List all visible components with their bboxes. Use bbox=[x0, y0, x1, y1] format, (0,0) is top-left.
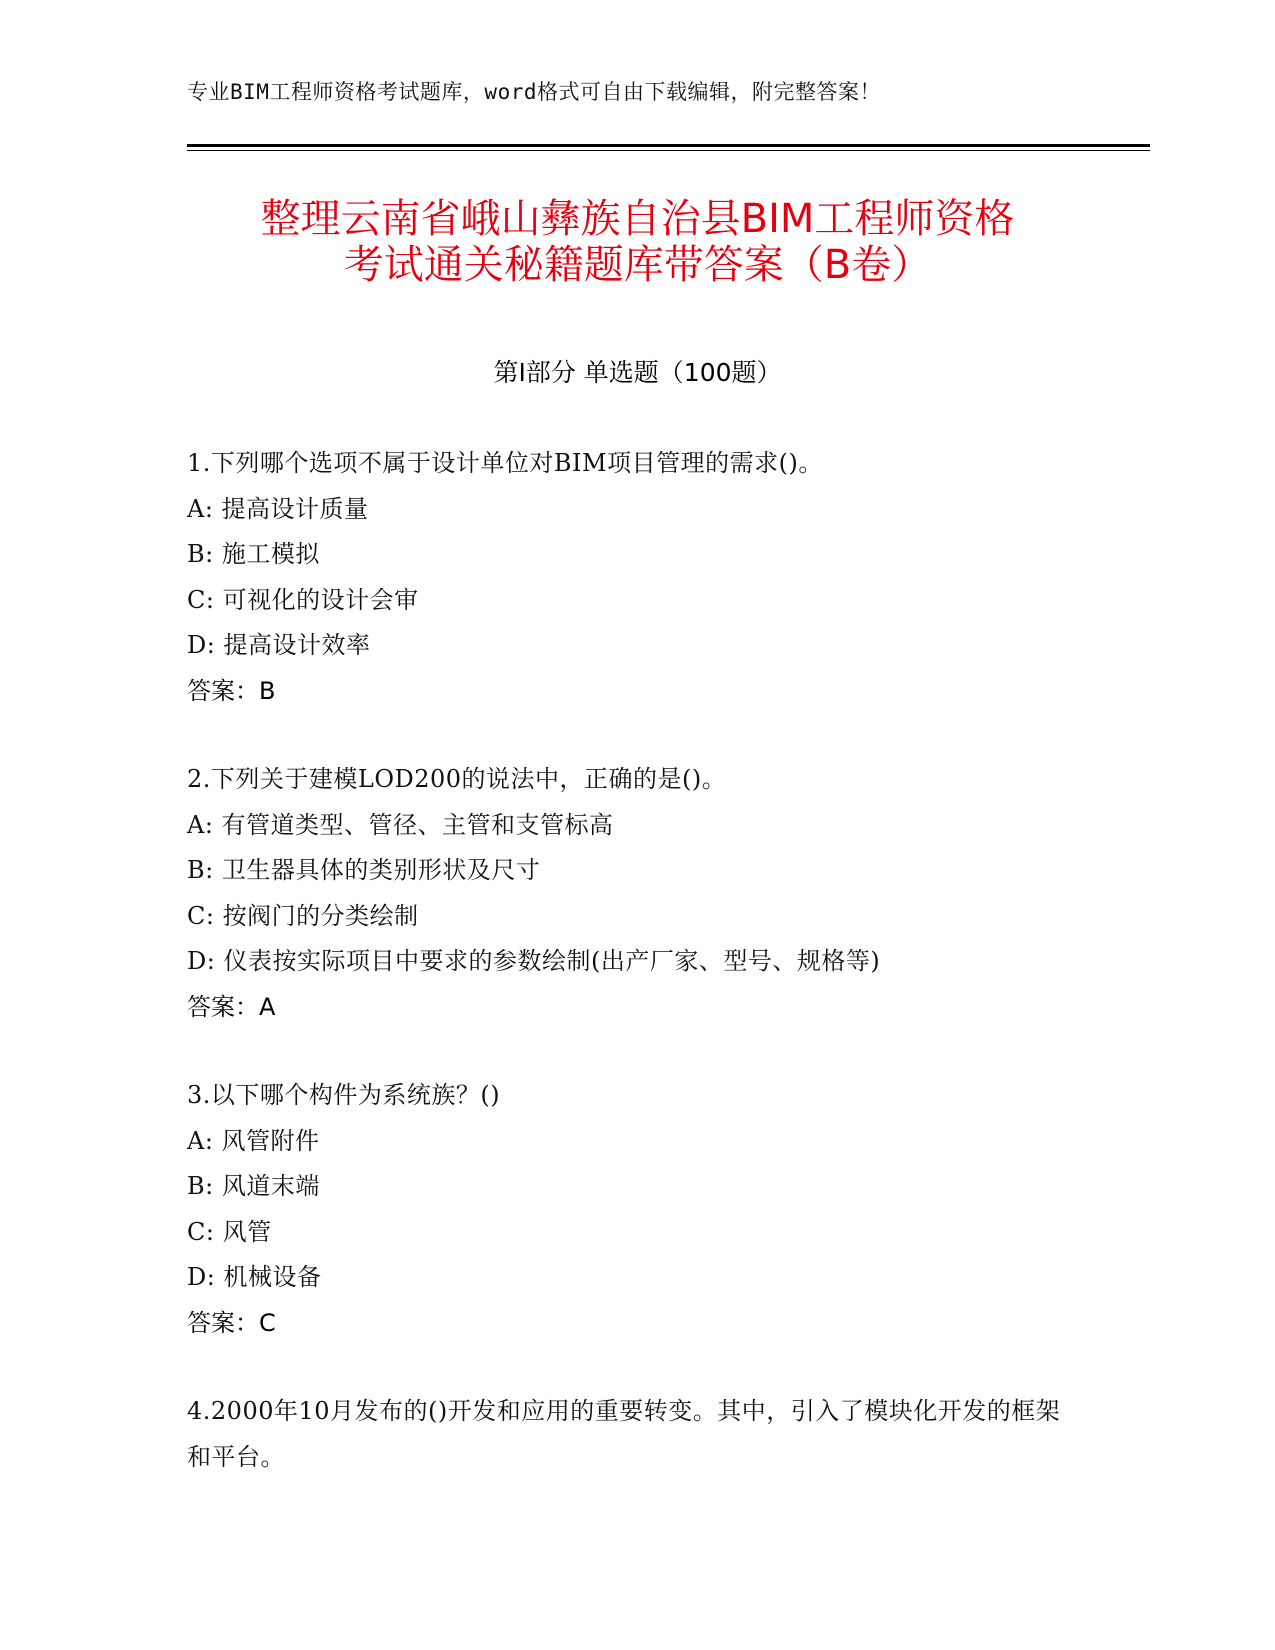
title-line-1: 整理云南省峨山彝族自治县BIM工程师资格 bbox=[260, 196, 1015, 242]
header-note: 专业BIM工程师资格考试题库，word格式可自由下载编辑，附完整答案！ bbox=[187, 80, 881, 104]
question-2 bbox=[187, 757, 1087, 1030]
question-1 bbox=[187, 441, 1087, 714]
option-b: B: 风道末端 bbox=[187, 1172, 320, 1200]
option-b: B: 卫生器具体的类别形状及尺寸 bbox=[187, 856, 541, 884]
option-c: C: 可视化的设计会审 bbox=[187, 585, 419, 614]
option-d: D: 机械设备 bbox=[187, 1263, 322, 1291]
option-c: C: 风管 bbox=[187, 1217, 272, 1246]
question-list bbox=[187, 441, 1087, 1480]
question-4 bbox=[187, 1389, 1087, 1480]
option-d: D: 仪表按实际项目中要求的参数绘制(出产厂家、型号、规格等) bbox=[187, 947, 881, 975]
question-3 bbox=[187, 1073, 1087, 1346]
question-stem: 4.2000年10月发布的()开发和应用的重要转变。其中，引入了模块化开发的框架和平台。 bbox=[187, 1397, 1061, 1471]
option-a: A: 提高设计质量 bbox=[187, 494, 369, 523]
header-divider-thick bbox=[187, 144, 1150, 147]
answer: 答案：C bbox=[187, 1308, 276, 1337]
section-title: 第I部分 单选题（100题） bbox=[493, 358, 782, 387]
option-c: C: 按阀门的分类绘制 bbox=[187, 901, 419, 930]
answer: 答案：B bbox=[187, 676, 276, 705]
answer: 答案：A bbox=[187, 992, 276, 1021]
question-stem: 3.以下哪个构件为系统族？() bbox=[187, 1081, 501, 1109]
header-divider-thin bbox=[187, 150, 1150, 151]
option-b: B: 施工模拟 bbox=[187, 540, 320, 568]
question-stem: 2.下列关于建模LOD200的说法中，正确的是()。 bbox=[187, 765, 727, 793]
option-a: A: 有管道类型、管径、主管和支管标高 bbox=[187, 810, 614, 839]
document-title bbox=[120, 196, 1155, 288]
question-stem: 1.下列哪个选项不属于设计单位对BIM项目管理的需求()。 bbox=[187, 449, 823, 477]
option-d: D: 提高设计效率 bbox=[187, 631, 371, 659]
title-line-2: 考试通关秘籍题库带答案（B卷） bbox=[343, 242, 932, 288]
option-a: A: 风管附件 bbox=[187, 1126, 320, 1155]
